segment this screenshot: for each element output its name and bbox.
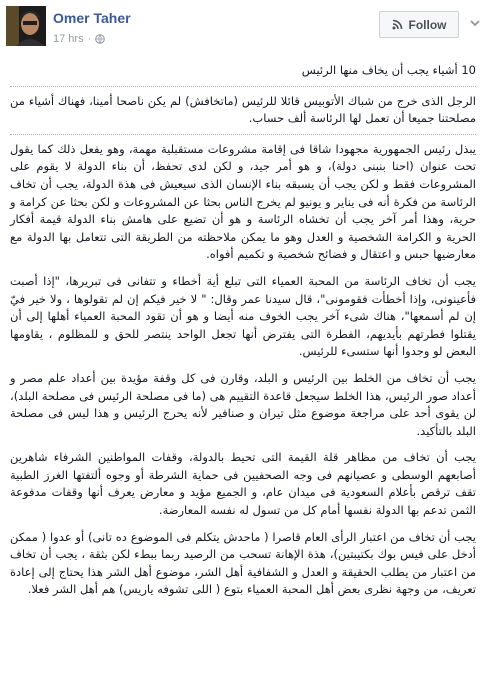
author-name[interactable]: Omer Taher (53, 10, 131, 26)
chevron-down-icon[interactable] (469, 17, 481, 29)
post-paragraph: الرجل الذى خرج من شباك الأتوبيس قائلا للرئيس (ماتخافش) لم يكن ناصحا أمينا، فهناك أشياء من مصلحتنا جميعا أن تعمل لها الرئاسة ألف حساب. (10, 93, 476, 126)
follow-label: Follow (408, 17, 447, 32)
post-title: 10 أشياء يجب أن يخاف منها الرئيس (301, 63, 476, 77)
divider (10, 134, 476, 135)
post-paragraph: يجب أن تخاف الرئاسة من المحبة العمياء التى تبلع أية أخطاء و تتفانى فى تبريرها، "إذا أصبت فأعينونى، وإذا أخطأت فقومونى"، قال سيدنا عمر وقال: " لا خير فيكم إن لم تقولوها ، ولا خير فيّ إن لم أسمعها"، هناك شىء آخر يجب الخوف منه أيضا و هو أن تقود المحبة العمياء أهلها إلى أن يقتلوا فطرتهم بأيديهم، الفطرة التى يفترض أنها تجعل الواحد ينتصر للحق و للمظلوم ، يقاومها البعض لو وجدوا أنها ستسىء للرئيس. (10, 273, 476, 359)
divider (10, 86, 476, 87)
post-paragraph: يجب أن تخاف من اعتبار الرأى العام قاصرا ( ماحدش يتكلم فى الموضوع ده تانى) أو عدوا ( ممكن أدخل على فيس بوك بكتيبتين)، هذة الإهانة تسحب من الرصيد ربما ببطء لكن بثقة ، يجب أن تخاف من اعتبار من يطلب الحقيقة و العدل و الشفافية أهل الشر، موضوع أهل الشر هذا يحتاج إلى إعادة تعريف، من وجهة نظرى بعض أهل المحبة العمياء بتوع ( اللى تشوفه ياريس) هم أهل الشر فعلا. (10, 529, 476, 597)
post-paragraph: يبذل رئيس الجمهورية مجهودا شاقا فى إقامة مشروعات مستقبلية مهمة، وهو يفعل ذلك كما يقول تحت عنوان (احنا بنبنى دولة)، و هو أمر جيد، و لكن لدى تحفظ، أن بناء الدولة لا يقوم على المشروعات فقط و لكن يجب أن يسبقه بناء الإنسان الذى سيعيش فى هذة الدولة، يجب أن تخاف الرئاسة من فكرة أنه فى يناير و يونيو لم يخرج الناس بحثا عن المشروعات و لكن بحثا عن كرامة و حرية، وهذا أمر آخر يجب أن تخشاه الرئاسة و هو أن تضيع على هامش بناء الدولة قيمة أفكار الحرية و الكرامة الشخصية و العدل وهو ما يمكن ملاحظته من الطريقة التى تتعامل بها الدولة مع معارضيها حبس و اعتقال و فضائح شخصية و تكميم أفواه. (10, 141, 476, 262)
follow-button[interactable] (379, 11, 459, 38)
post-body (10, 62, 476, 599)
post-paragraph: يجب أن تخاف من مظاهر قلة القيمة التى تحيط بالدولة، وقفات المواطنين الشرفاء شاهرين أصابعهم الوسطى و عصيانهم فى وجه الصحفيين فى حماية الشرطة أو وجوه ألتفتها الغرز الطبية تقف ترقص بأعلام السعودية فى ميدان عام، و الجميع مؤيد و معارض يعرف أنها وقفات مدفوعة الثمن تدعم بها الدولة نفسها أمام كل من تسول له نفسه المعارضة. (10, 450, 476, 518)
timestamp[interactable]: 17 hrs (53, 33, 84, 45)
globe-icon (95, 34, 105, 44)
post-meta: 17 hrs · (53, 33, 105, 45)
avatar[interactable] (6, 6, 46, 46)
rss-icon (392, 19, 403, 30)
post-header (0, 0, 487, 56)
post-paragraph: يجب أن تخاف من الخلط بين الرئيس و البلد، وقارن فى كل وقفة مؤيدة بين أعداد علم مصر و أعداد صور الرئيس، هذا الخلط سيجعل قاعدة التقييم هى (ما فى مصلحة الرئيس فى مصلحة البلد)، لن يقوى أحد على مراجعة موضوع مثل تيران و صنافير لأنه يحرج الرئيس و هذا ليس فى مصلحة البلد بالتأكيد. (10, 370, 476, 438)
